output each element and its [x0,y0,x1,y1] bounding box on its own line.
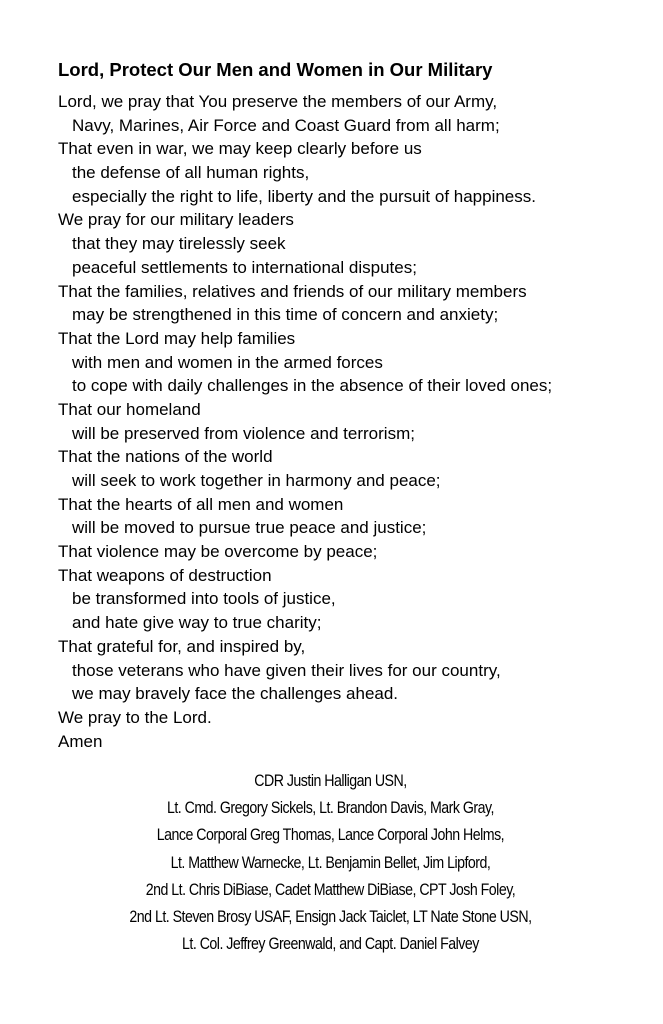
dedication-line: CDR Justin Halligan USN, [254,772,407,790]
prayer-line: Navy, Marines, Air Force and Coast Guard from all harm; [72,115,500,135]
prayer-line: with men and women in the armed forces [72,352,383,372]
prayer-line: may be strengthened in this time of concern and anxiety; [72,305,499,325]
dedication-line: Lt. Matthew Warnecke, Lt. Benjamin Bellet, Jim Lipford, [170,853,491,872]
prayer-line: we may bravely face the challenges ahead. [72,684,399,704]
prayer-title: Lord, Protect Our Men and Women in Our Military [58,59,493,80]
prayer-line: to cope with daily challenges in the absence of their loved ones; [72,376,553,396]
dedication-line: Lt. Col. Jeffrey Greenwald, and Capt. Daniel Falvey [182,935,479,954]
prayer-line: will be moved to pursue true peace and justice; [72,518,427,538]
prayer-line: Amen [58,731,103,751]
prayer-line: peaceful settlements to international disputes; [72,257,417,277]
prayer-line: That the nations of the world [58,447,273,467]
prayer-line: and hate give way to true charity; [72,613,322,633]
prayer-line: the defense of all human rights, [72,163,310,183]
prayer-line: That the Lord may help families [58,328,296,348]
prayer-line: That violence may be overcome by peace; [58,542,378,562]
prayer-body [58,90,658,753]
dedication-list [45,768,615,958]
prayer-line: will be preserved from violence and terrorism; [72,423,415,443]
prayer-line: That our homeland [58,399,201,419]
prayer-line: will seek to work together in harmony and peace; [72,471,441,490]
dedication-line: 2nd Lt. Steven Brosy USAF, Ensign Jack Taiclet, LT Nate Stone USN, [129,908,532,927]
prayer-line: That the hearts of all men and women [58,494,344,514]
prayer-line: That grateful for, and inspired by, [58,636,306,656]
prayer-line: that they may tirelessly seek [72,234,286,254]
prayer-line: That weapons of destruction [58,565,272,585]
dedication-line: 2nd Lt. Chris DiBiase, Cadet Matthew DiBiase, CPT Josh Foley, [145,880,516,899]
prayer-line: be transformed into tools of justice, [72,589,336,609]
prayer-line: especially the right to life, liberty and the pursuit of happiness. [72,186,536,206]
prayer-line: We pray to the Lord. [58,707,212,727]
prayer-line: Lord, we pray that You preserve the members of our Army, [58,92,498,111]
prayer-line: That the families, relatives and friends of our military members [58,281,527,301]
prayer-line: those veterans who have given their lives for our country, [72,660,501,680]
dedication-line: Lance Corporal Greg Thomas, Lance Corporal John Helms, [156,826,505,845]
prayer-line: We pray for our military leaders [58,210,294,230]
prayer-line: That even in war, we may keep clearly before us [58,139,422,159]
dedication-line: Lt. Cmd. Gregory Sickels, Lt. Brandon Davis, Mark Gray, [166,799,494,818]
